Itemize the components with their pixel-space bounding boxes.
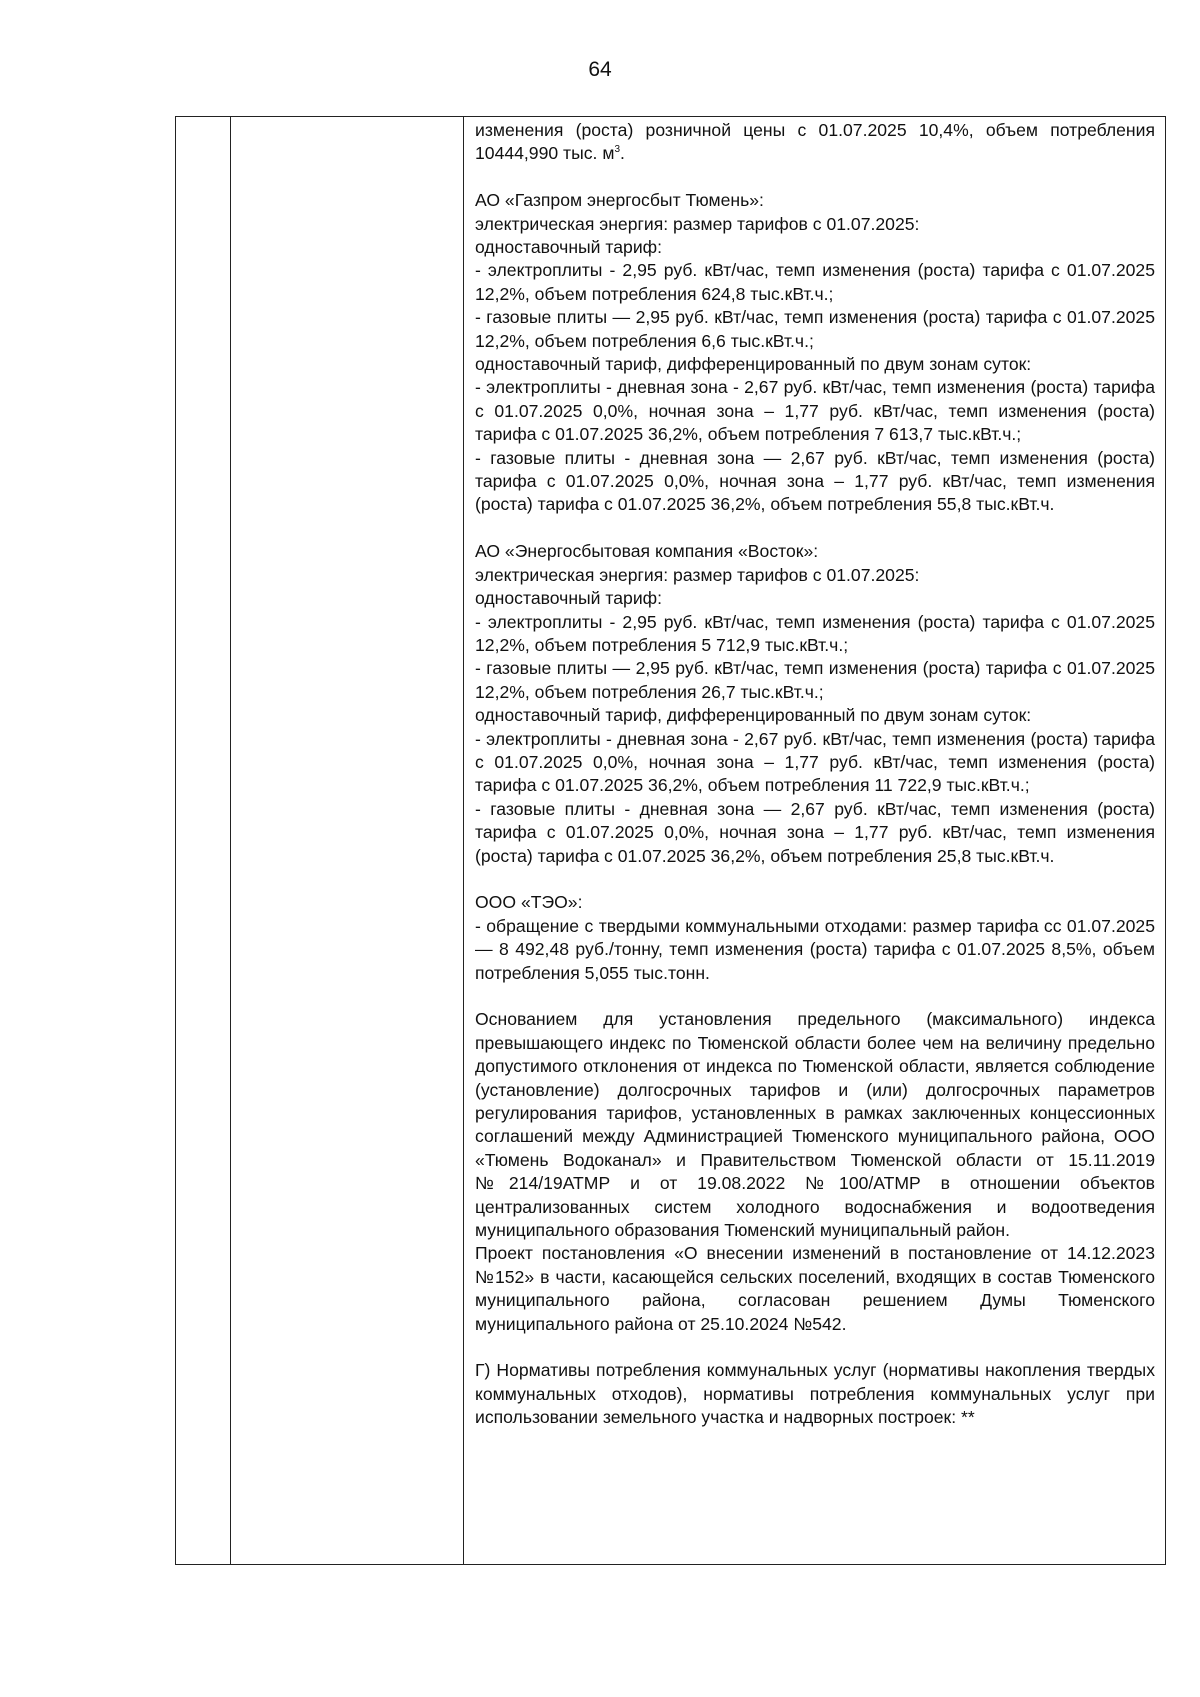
paragraph-text: - электроплиты - 2,95 руб. кВт/час, темп изменения (роста) тарифа с 01.07.2025 12,2%, объем потребления 624,8 тыс.кВт.ч.; — [475, 260, 1155, 304]
content-paragraph — [475, 540, 1155, 563]
content-paragraph — [475, 1359, 1155, 1429]
table-column-number — [176, 117, 231, 1564]
paragraph-text: Основанием для установления предельного (максимального) индекса превышающего индекс по Тюменской области более чем на величину предельно допустимого отклонения от индекса по Тюменской области, является соблюдение (установление) долгосрочных тарифов и (или) долгосрочных параметров регулирования тарифов, установленных в рамках заключенных концессионных соглашений между Администрацией Тюменского муниципального района, ООО «Тюмень Водоканал» и Правительством Тюменской области от 15.11.2019 №214/19АТМР и от 19.08.2022 №100/АТМР в отношении объектов централизованных систем холодного водоснабжения и водоотведения муниципального образования Тюменский муниципальный район. — [475, 1009, 1155, 1241]
content-paragraph — [475, 213, 1155, 236]
paragraph-text: изменения (роста) розничной цены с 01.07.2025 10,4%, объем потребления 10444,990 тыс. м — [475, 120, 1155, 164]
content-paragraph — [475, 891, 1155, 914]
paragraph-text: одноставочный тариф, дифференцированный по двум зонам суток: — [475, 705, 1032, 726]
content-paragraph — [475, 189, 1155, 212]
paragraph-text: - газовые плиты - дневная зона — 2,67 руб. кВт/час, темп изменения (роста) тарифа с 01.07.2025 0,0%, ночная зона – 1,77 руб. кВт/час, темп изменения (роста) тарифа с 01.07.2025 36,2%, объем потребления 25,8 тыс.кВт.ч. — [475, 798, 1155, 866]
paragraph-text: - обращение с твердыми коммунальными отходами: размер тарифа сс 01.07.2025 — 8 492,48 руб./тонну, темп изменения (роста) тарифа с 01.07.2025 8,5%, объем потребления 5,055 тыс.тонн. — [475, 915, 1155, 983]
paragraph-text: - газовые плиты - дневная зона — 2,67 руб. кВт/час, темп изменения (роста) тарифа с 01.07.2025 0,0%, ночная зона – 1,77 руб. кВт/час, темп изменения (роста) тарифа с 01.07.2025 36,2%, объем потребления 55,8 тыс.кВт.ч. — [475, 447, 1155, 515]
content-paragraph — [475, 306, 1155, 353]
content-paragraph — [475, 376, 1155, 446]
content-paragraph — [475, 728, 1155, 798]
paragraph-text: - электроплиты - дневная зона - 2,67 руб. кВт/час, темп изменения (роста) тарифа с 01.07.2025 0,0%, ночная зона – 1,77 руб. кВт/час, темп изменения (роста) тарифа с 01.07.2025 36,2%, объем потребления 7 613,7 тыс.кВт.ч.; — [475, 377, 1155, 445]
superscript: 3 — [614, 144, 620, 156]
table-column-name — [231, 117, 464, 1564]
content-paragraph — [475, 447, 1155, 517]
content-paragraph — [475, 236, 1155, 259]
paragraph-text: одноставочный тариф: — [475, 588, 663, 609]
paragraph-text: электрическая энергия: размер тарифов с 01.07.2025: — [475, 213, 920, 234]
content-paragraph — [475, 587, 1155, 610]
paragraph-text: электрическая энергия: размер тарифов с 01.07.2025: — [475, 564, 920, 585]
content-paragraph — [475, 353, 1155, 376]
paragraph-text: - электроплиты - дневная зона - 2,67 руб. кВт/час, темп изменения (роста) тарифа с 01.07.2025 0,0%, ночная зона – 1,77 руб. кВт/час, темп изменения (роста) тарифа с 01.07.2025 36,2%, объем потребления 11 722,9 тыс.кВт.ч.; — [475, 728, 1155, 796]
paragraph-text: Г) Нормативы потребления коммунальных услуг (нормативы накопления твердых коммунальных отходов), нормативы потребления коммунальных услуг при использовании земельного участка и надворных построек: ** — [475, 1360, 1155, 1428]
page-number: 64 — [588, 58, 612, 81]
content-paragraph — [475, 1242, 1155, 1336]
content-paragraph — [475, 704, 1155, 727]
paragraph-text: АО «Энергосбытовая компания «Восток»: — [475, 541, 819, 562]
content-paragraph — [475, 915, 1155, 985]
content-paragraph — [475, 657, 1155, 704]
paragraph-text: - газовые плиты — 2,95 руб. кВт/час, темп изменения (роста) тарифа с 01.07.2025 12,2%, объем потребления 26,7 тыс.кВт.ч.; — [475, 658, 1155, 702]
content-paragraph — [475, 119, 1155, 166]
paragraph-text: - газовые плиты — 2,95 руб. кВт/час, темп изменения (роста) тарифа с 01.07.2025 12,2%, объем потребления 6,6 тыс.кВт.ч.; — [475, 307, 1155, 351]
paragraph-text: АО «Газпром энергосбыт Тюмень»: — [475, 190, 764, 211]
table-column-content — [464, 117, 1165, 1564]
document-table — [175, 116, 1166, 1565]
paragraph-text: ООО «ТЭО»: — [475, 892, 583, 913]
content-paragraph — [475, 611, 1155, 658]
paragraph-text: Проект постановления «О внесении изменений в постановление от 14.12.2023 №152» в части, касающейся сельских поселений, входящих в состав Тюменского муниципального района, согласован решением Думы Тюменского муниципального района от 25.10.2024 №542. — [475, 1243, 1155, 1334]
content-paragraph — [475, 1008, 1155, 1242]
content-paragraph — [475, 564, 1155, 587]
paragraph-text: - электроплиты - 2,95 руб. кВт/час, темп изменения (роста) тарифа с 01.07.2025 12,2%, объем потребления 5 712,9 тыс.кВт.ч.; — [475, 611, 1155, 655]
paragraph-text: одноставочный тариф: — [475, 237, 663, 258]
content-paragraph — [475, 259, 1155, 306]
paragraph-suffix: . — [620, 143, 625, 164]
content-paragraph — [475, 798, 1155, 868]
paragraph-text: одноставочный тариф, дифференцированный по двум зонам суток: — [475, 354, 1032, 375]
